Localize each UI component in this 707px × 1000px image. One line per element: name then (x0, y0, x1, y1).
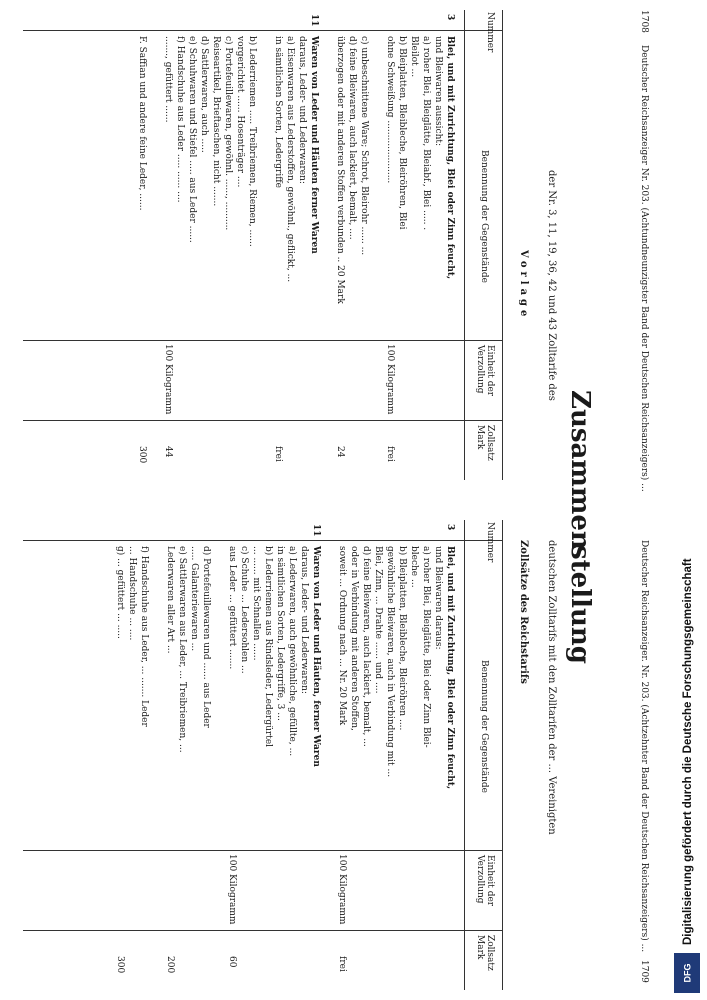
row-text-line: ... Handschuhe ... .... (127, 546, 137, 641)
watermark-text: Digitalisierung gefördert durch die Deutsche Forschungsgemeinschaft (682, 558, 694, 945)
row-unit: 100 Kilogramm (337, 854, 347, 925)
title-left-line: der Nr. 3, 11, 19, 36, 42 und 43 Zolltarife des (546, 170, 557, 401)
left-page-number: 1708 (639, 10, 649, 33)
title-left-word: Zusammen (565, 390, 595, 550)
row-text-line: oder in Verbindung mit anderen Stoffen, (349, 546, 359, 731)
row-text-line: d) feine Bleiwaren, auch lackiert, bemalt, ... (361, 546, 371, 747)
row-text-line: e) Sattlerwaren aus Leder, ... Treibriemen, ... (177, 546, 187, 753)
row-text-line: b) Lederriemen ..... Treibriemen, Riemen, ...... (247, 36, 257, 247)
row-text-line: soweit ... Ordnung nach ... Nr. 20 Mark (337, 546, 347, 726)
row-text-line: c) Schuhe ... Ledersohlen ... (239, 546, 249, 674)
row-text-line: a) Lederwaren, auch gewöhnliche, gefüllte, ... (287, 546, 297, 757)
right-table-caption: Zollsätze des Reichstarifs (518, 540, 529, 684)
right-col-nummer: Nummer (485, 522, 495, 563)
row-duty: 200 (165, 956, 175, 974)
row-text-line: a) roher Blei, Bleiglätte, Bleiabf., Blei ..... . (421, 36, 431, 231)
row-text-line: Blei, und mit Zurichtung, Blei oder Zinn feucht, (445, 546, 455, 790)
row-duty: frei (337, 956, 347, 972)
right-col-benennung: Benennung der Gegenstände (479, 660, 489, 794)
right-page-number: 1709 (639, 960, 649, 983)
row-unit: 100 Kilogramm (227, 854, 237, 925)
row-number: 11 (309, 14, 319, 27)
row-number: 3 (445, 524, 455, 531)
row-text-line: Waren von Leder und Häuten ferner Waren (309, 36, 319, 254)
row-text-line: b) Lederriemen aus Rindsleder, Ledergürtel (263, 546, 273, 748)
row-duty: frei (273, 446, 283, 462)
left-col-zollsatz: Zollsatz Mark (475, 425, 495, 461)
row-text-line: vorgerichtet ...... Hosenträger .... (235, 36, 245, 188)
row-text-line: und Bleiwaren daraus: (433, 546, 443, 650)
row-text-line: a) Eisenwaren aus Lederstoffen, gewöhnl., geflickt, ... (285, 36, 295, 283)
row-text-line: daraus, Leder- und Lederwaren: (299, 546, 309, 694)
row-text-line: und Bleiwaren aussicht: (433, 36, 443, 147)
row-text-line: a) roher Blei, Bleiglätte, Blei oder Zinn Blei- (421, 546, 431, 748)
row-duty: 300 (115, 956, 125, 974)
row-text-line: f) Handschuhe aus Leder, ... ....... Leder (139, 546, 149, 727)
left-col-einheit: Einheit der Verzollung (475, 345, 495, 397)
right-col-einheit: Einheit der Verzollung (475, 855, 495, 907)
row-duty: 300 (137, 446, 147, 464)
row-duty: 24 (335, 446, 345, 458)
row-text-line: überzogen oder mit anderen Stoffen verbunden .. 20 Mark (335, 36, 345, 304)
row-text-line: ... ...... mit Schnallen ...... (251, 546, 261, 661)
row-text-line: gewöhnliche Bleiwaren, auch in Verbindung mit ... (385, 546, 395, 778)
row-text-line: aus Leder ... gefüttert ....... (227, 546, 237, 670)
right-col-zollsatz: Zollsatz Mark (475, 935, 495, 971)
row-text-line: c) Portefeuillewaren, gewöhnl. ......, .......... (223, 36, 233, 231)
row-text-line: d) Sattlerwaren, auch ..... (199, 36, 209, 153)
row-unit: 100 Kilogramm (163, 344, 173, 415)
left-table-caption: Vorlage (518, 250, 529, 321)
left-col-benennung: Benennung der Gegenstände (479, 150, 489, 284)
row-duty: 60 (227, 956, 237, 968)
row-text-line: bleche ... (409, 546, 419, 588)
dfg-logo: DFG (674, 953, 700, 993)
row-text-line: F. Saffian und andere feine Leder, ...... (137, 36, 147, 211)
row-text-line: Blei, und mit Zurichtung, Blei oder Zinn feucht, (445, 36, 455, 280)
title-right-line: deutschen Zolltarifs mit den Zolltarifen der ... Vereinigten (546, 540, 557, 835)
title-right-word: stellung (565, 545, 595, 664)
row-text-line: d) feine Bleiwaren, auch lackiert, bemalt, .... (347, 36, 357, 240)
row-text-line: Waren von Leder und Häuten, ferner Waren (311, 546, 321, 767)
row-number: 11 (311, 524, 321, 537)
row-text-line: c) unbeschnittene Ware; Schrot, Bleirohr ...... ... (359, 36, 369, 256)
row-duty: frei (385, 446, 395, 462)
row-text-line: e) Schuhwaren und Stiefel ..... aus Leder ...... (187, 36, 197, 243)
row-duty: 44 (163, 446, 173, 458)
row-number: 3 (445, 14, 455, 21)
row-text-line: Reiseartikel, Brieftaschen, nicht ....... (211, 36, 221, 207)
row-text-line: Lederwaren aller Art ... (165, 546, 175, 654)
row-text-line: b) Bleiplatten, Bleibleche, Bleiröhren .... (397, 546, 407, 731)
row-text-line: Bleilot ... (409, 36, 419, 78)
row-text-line: b) Bleiplatten, Bleibleche, Bleiröhren, Blei (397, 36, 407, 230)
row-text-line: Blei, Zinn, ... Drahte ...... und .... (373, 546, 383, 694)
watermark-strip (668, 0, 707, 1000)
row-text-line: d) Portefeuillewaren und ...... aus Leder (201, 546, 211, 728)
row-text-line: ..... Galanteriewaren ... (189, 546, 199, 652)
left-running-head: Deutscher Reichsanzeiger Nr. 203. (Achtundneunzigster Band der Deutschen Reichsanzeigers) ... (639, 45, 649, 492)
row-text-line: ohne Schweißung ...................... (385, 36, 395, 184)
right-running-head: Deutscher Reichsanzeiger. Nr. 203. (Achtzehnter Band der Deutschen Reichsanzeigers) ... (639, 540, 649, 953)
row-text-line: ......., gefüttert ...... (163, 36, 173, 123)
row-text-line: g) ... gefüttert ... ..... (115, 546, 125, 639)
left-col-nummer: Nummer (485, 12, 495, 53)
row-text-line: in sämtlichen Sorten, Ledergriffe (273, 36, 283, 188)
row-text-line: f) Handschuhe aus Leder ..... ...... .... (175, 36, 185, 203)
row-text-line: in sämtlichen Sorten, Ledergriffe, 3 ... (275, 546, 285, 721)
row-text-line: daraus, Leder- und Lederwaren: (297, 36, 307, 184)
row-unit: 100 Kilogramm (385, 344, 395, 415)
